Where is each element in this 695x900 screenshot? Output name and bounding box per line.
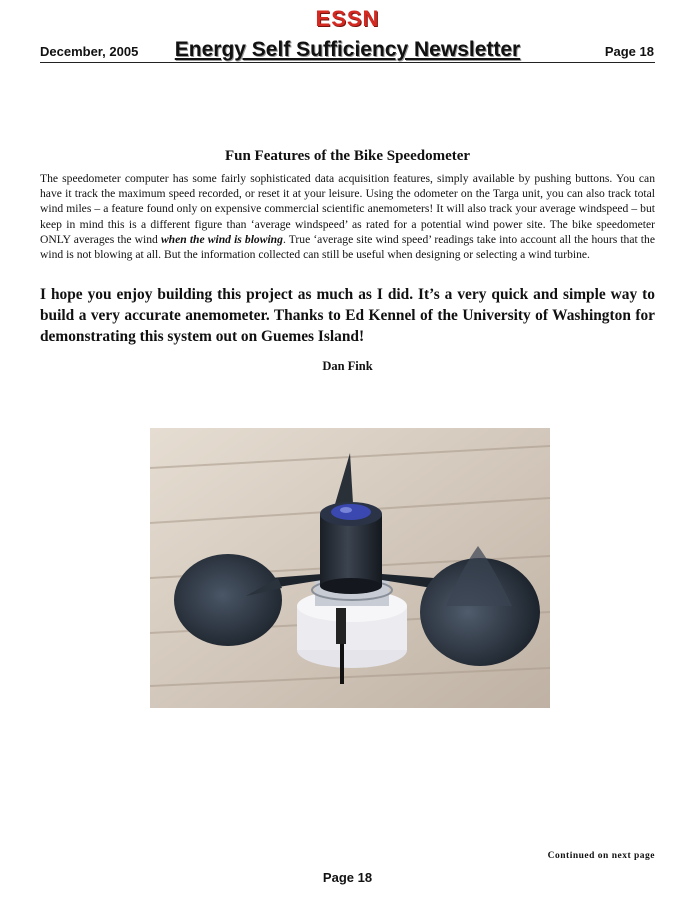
rotor-cap xyxy=(331,504,371,520)
rotor-cap-highlight xyxy=(340,507,352,513)
author-name: Dan Fink xyxy=(322,359,373,373)
section-title: Fun Features of the Bike Speedometer xyxy=(224,148,471,164)
header-rule xyxy=(40,62,655,63)
rotor-hub-bottom xyxy=(320,578,382,594)
left-cup xyxy=(174,554,282,646)
header-date: December, 2005 xyxy=(40,44,139,59)
essn-logo: ESSN xyxy=(315,6,380,31)
article-body-emphasis: when the wind is blowing xyxy=(160,232,283,246)
newsletter-title: Energy Self Sufficiency Newsletter xyxy=(174,38,521,61)
footer-page-number: Page 18 xyxy=(322,870,373,885)
continued-note: Continued on next page xyxy=(547,851,655,861)
sensor-wire xyxy=(340,644,344,684)
article-body xyxy=(40,171,655,262)
article-body-part1: The speedometer computer has some fairly sophisticated data acquisition features, simply available by pushing buttons. You can have it track the maximum speed recorded, or reset it at your leisure. Using the odometer on the Targa unit, you can also track total wind miles – a feature found only on expensive commercial scientific anemometers! It will also track your average windspeed – but keep in mind this is a different figure than ‘average windspeed’ as rated for a potential wind power site. The bike speedometer ONLY averages the wind xyxy=(40,172,655,246)
sensor-bracket xyxy=(336,608,346,644)
closing-paragraph: I hope you enjoy building this project as much as I did. It’s a very quick and simple way to build a very accurate anemometer. Thanks to Ed Kennel of the University of Washington for demonstrating this system out on Guemes Island! xyxy=(40,286,655,345)
header-page-number: Page 18 xyxy=(604,44,654,59)
article-body-part2: . True ‘average site wind speed’ readings take into account all the hours that the wind is not blowing at all. But the information collected can still be useful when designing or selecting a wind turbine. xyxy=(40,232,655,262)
anemometer-illustration xyxy=(150,428,550,708)
anemometer-photo xyxy=(150,428,550,708)
